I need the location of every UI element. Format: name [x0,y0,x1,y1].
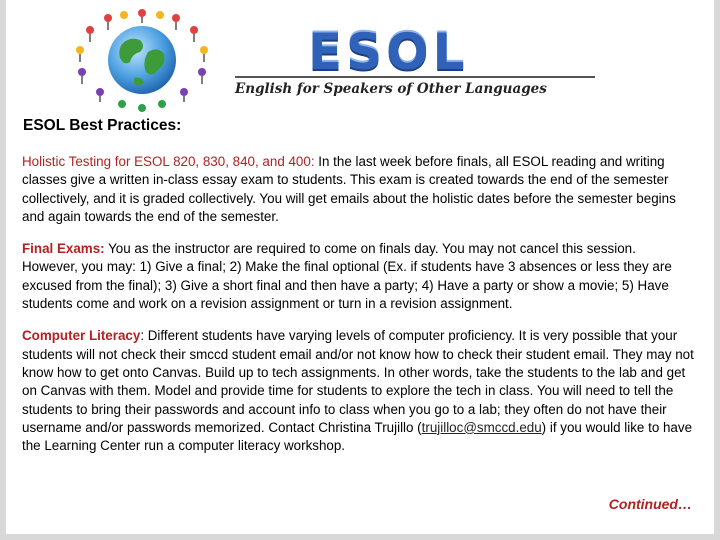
holistic-testing-lead: Holistic Testing for ESOL 820, 830, 840, and 400: [22,154,315,169]
logo-tagline: English for Speakers of Other Languages [235,76,595,97]
document-body [22,153,694,469]
computer-literacy-paragraph [22,327,694,455]
final-exams-text: You as the instructor are required to come on finals day. You may not cancel this session. However, you may: 1) Give a final; 2) Make the final optional (Ex. if students have 3 absences or less they are excused from the final); 3) Give a short final and then have a party; 4) Have a party or show a movie; 5) Have students come and work on a revision assignment or turn in a revision assignment. [22,241,672,312]
holistic-testing-paragraph [22,153,694,226]
esol-logo [60,8,620,113]
holistic-testing-text: In the last week before finals, all ESOL reading and writing classes give a written in-class essay exam to students. This exam is created towards the end of the semester collectively, and it is graded collectively. You will get emails about the holistic dates before the semester begins and again towards the end of the semester. [22,154,676,224]
esol-wordmark: ESOL [308,23,469,81]
final-exams-lead: Final Exams: [22,241,105,257]
contact-email-link[interactable]: trujilloc@smccd.edu [421,419,542,435]
continued-label: Continued… [608,496,692,512]
computer-literacy-text: : Different students have varying levels of computer proficiency. It is very possible that your students will not check their smccd student email and/or not know how to check their student email. They may not know how to get onto Canvas. Build up to tech assignments. In other words, take the students to the lab and get on Canvas with them. Model and provide time for students to explore the tech in class. You will need to tell the students to bring their passwords and account info to class when you go to a lab; they often do not have their username and/or passwords memorized. Contact Christina Trujillo ( [22,328,694,435]
globe-with-children-icon [60,8,225,113]
final-exams-paragraph [22,240,694,313]
computer-literacy-text-end: ) if you would like to have the Learning Center run a computer literacy workshop. [22,419,693,454]
computer-literacy-lead: Computer Literacy [22,328,141,344]
page-title: ESOL Best Practices: [23,117,182,134]
